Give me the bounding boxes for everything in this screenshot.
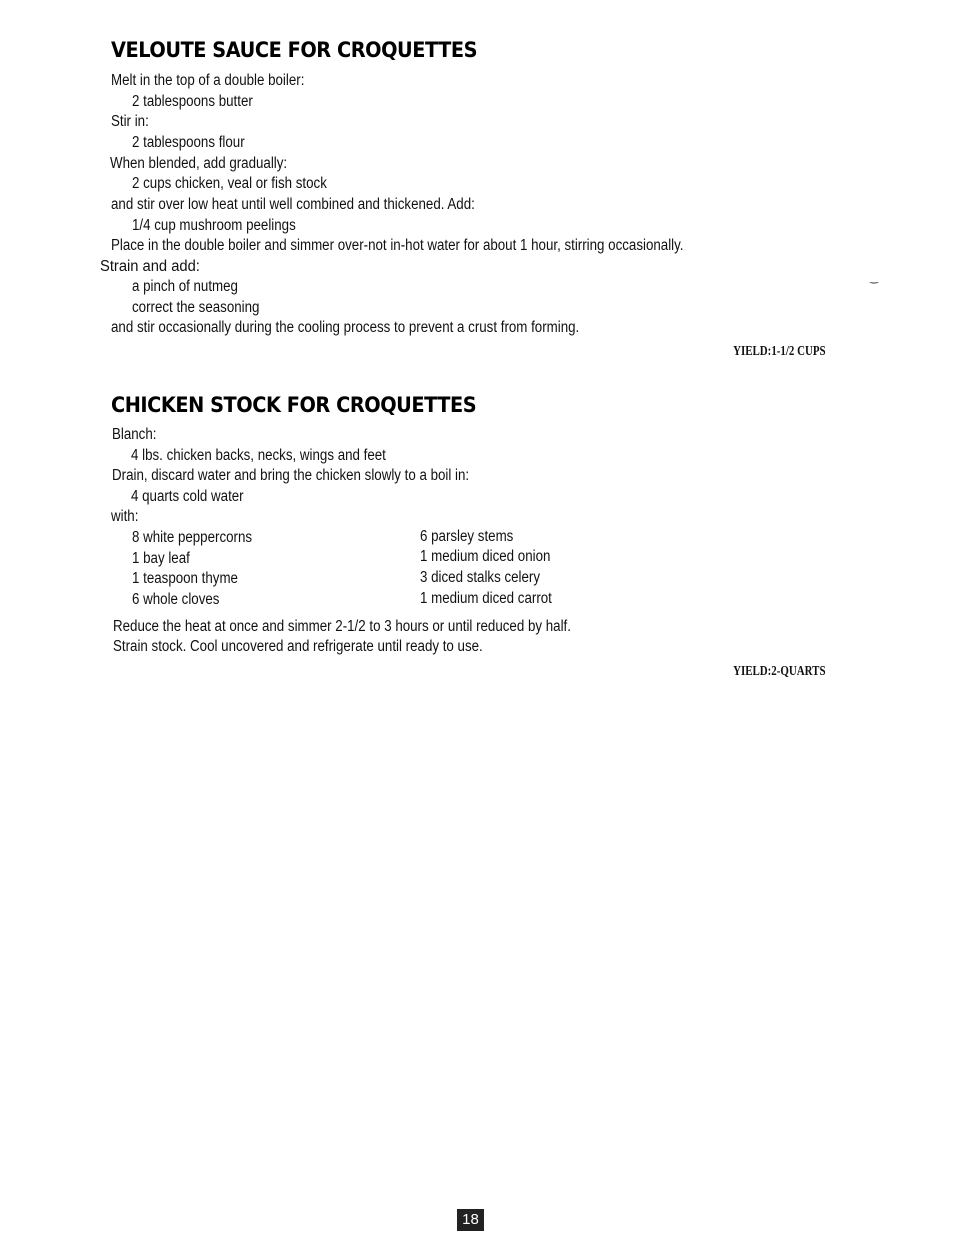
ingredient-left: 1 bay leaf: [132, 550, 190, 567]
recipe-line: and stir occasionally during the cooling process to prevent a crust from forming.: [111, 319, 580, 336]
recipe-line: Stir in:: [111, 113, 149, 130]
ingredient-right: 6 parsley stems: [420, 528, 514, 545]
ingredient-left: 1 teaspoon thyme: [132, 570, 238, 587]
ingredient-left: 6 whole cloves: [132, 591, 220, 608]
yield-label: YIELD:2-QUARTS: [733, 664, 826, 679]
recipe-title-chicken-stock: CHICKEN STOCK FOR CROQUETTES: [111, 393, 477, 417]
ingredient-right: 3 diced stalks celery: [420, 569, 541, 586]
recipe-line: Drain, discard water and bring the chicken slowly to a boil in:: [112, 467, 470, 484]
ingredient-line: 4 quarts cold water: [131, 488, 244, 505]
ingredient-left: 8 white peppercorns: [132, 529, 253, 546]
ingredient-line: 4 lbs. chicken backs, necks, wings and feet: [131, 447, 386, 464]
yield-label: YIELD:1-1/2 CUPS: [733, 344, 826, 359]
page-number: 18: [457, 1209, 484, 1231]
ingredient-line: a pinch of nutmeg: [132, 278, 238, 295]
recipe-line: with:: [111, 508, 139, 525]
ingredient-line: 2 cups chicken, veal or fish stock: [132, 175, 327, 192]
recipe-line: Blanch:: [112, 426, 157, 443]
ingredient-right: 1 medium diced onion: [420, 548, 551, 565]
ingredient-line: 1/4 cup mushroom peelings: [132, 217, 296, 234]
recipe-title-veloute: VELOUTE SAUCE FOR CROQUETTES: [111, 38, 478, 62]
ingredient-line: 2 tablespoons butter: [132, 93, 253, 110]
ingredient-line: correct the seasoning: [132, 299, 260, 316]
ingredient-line: 2 tablespoons flour: [132, 134, 245, 151]
ingredient-right: 1 medium diced carrot: [420, 590, 552, 607]
recipe-line: Reduce the heat at once and simmer 2-1/2 to 3 hours or until reduced by half.: [113, 618, 571, 635]
recipe-line: When blended, add gradually:: [110, 155, 288, 172]
recipe-line: Strain stock. Cool uncovered and refrigerate until ready to use.: [113, 638, 483, 655]
recipe-line: Melt in the top of a double boiler:: [111, 72, 305, 89]
scan-mark: ‿: [870, 273, 879, 284]
recipe-line: Place in the double boiler and simmer over-not in-hot water for about 1 hour, stirring occasionally.: [111, 237, 684, 254]
recipe-line: and stir over low heat until well combined and thickened. Add:: [111, 196, 475, 213]
recipe-line: Strain and add:: [100, 258, 200, 275]
